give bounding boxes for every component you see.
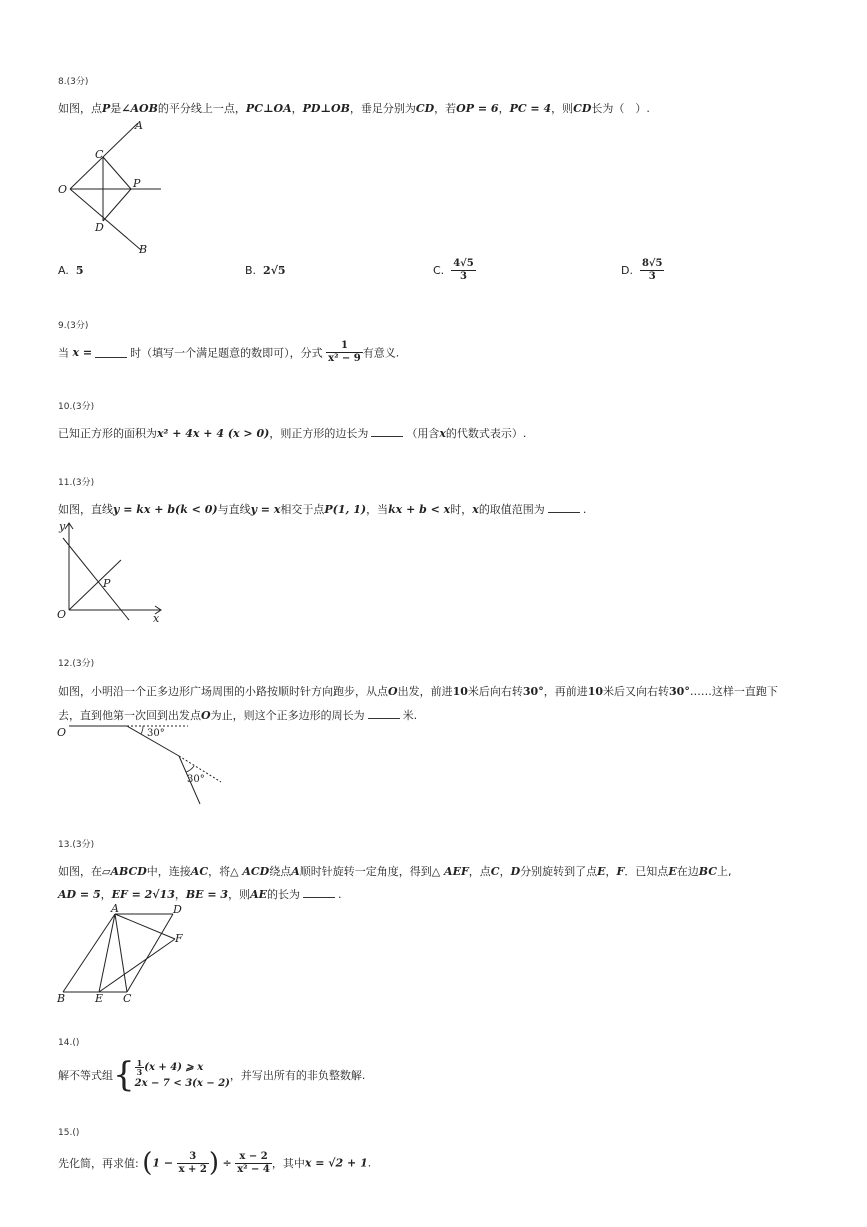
q11-label-x: x — [153, 612, 160, 625]
option-value: 5 — [75, 264, 84, 277]
q12-stem-line1 — [58, 683, 778, 699]
q10-score: (3分) — [72, 402, 95, 412]
q11-text: 与直线 — [217, 503, 251, 516]
q11-text: 如图，直线 — [58, 503, 113, 516]
q13-stem-line1 — [58, 863, 731, 879]
q13-text: ，点 — [468, 865, 491, 878]
q12-text: ……这样一直跑下 — [689, 685, 778, 698]
q13-text: ，则 — [228, 888, 251, 901]
q15-frac-num: x − 2 — [235, 1151, 272, 1164]
q11-math: y = kx + b(k < 0) — [113, 503, 218, 516]
q12-label-angle1: 30° — [147, 728, 165, 739]
q11-figure — [55, 518, 170, 628]
q13-math: EF = 2√13 — [111, 888, 175, 901]
q8-label-d: D — [95, 221, 104, 234]
q13-math: △ ACD — [230, 865, 270, 878]
q8-math: PD⊥OB — [302, 102, 350, 115]
q13-text: ， — [100, 888, 112, 901]
q11-text: 相交于点 — [280, 503, 325, 516]
q13-math: E — [668, 865, 677, 878]
q13-text: 顺时针旋转一定角度，得到 — [299, 865, 432, 878]
q8-text: ，则 — [551, 102, 574, 115]
q8-option-b[interactable] — [245, 264, 286, 277]
q8-label-c: C — [95, 148, 104, 161]
q15-number-text: 15. — [58, 1128, 73, 1138]
q11-math: P(1, 1) — [324, 503, 367, 516]
q11-answer-blank[interactable] — [548, 502, 580, 513]
q12-math: 30° — [669, 685, 690, 698]
q8-math: CD — [573, 102, 592, 115]
q14-score: () — [72, 1038, 80, 1048]
q13-text: 分别旋转到了点 — [520, 865, 598, 878]
q15-frac-den: x + 2 — [178, 1163, 207, 1175]
q13-score: (3分) — [72, 840, 95, 850]
q14-stem — [58, 1055, 366, 1095]
q13-math: AC — [190, 865, 209, 878]
q13-label-e: E — [95, 992, 104, 1005]
q9-text: 时（填写一个满足题意的数即可），分式 — [130, 346, 323, 360]
q8-text: ，垂足分别为 — [349, 102, 416, 115]
q15-number — [58, 1128, 79, 1138]
q15-frac-num: 3 — [177, 1151, 209, 1164]
q12-number-text: 12. — [58, 659, 73, 669]
q8-figure — [55, 118, 175, 258]
option-label: C. — [433, 264, 445, 277]
q11-label-o: O — [57, 608, 67, 621]
q13-figure — [55, 902, 195, 1008]
q15-text: ，其中 — [271, 1157, 305, 1170]
q14-text: ，并写出所有的非负整数解. — [229, 1069, 366, 1082]
q11-number-text: 11. — [58, 478, 73, 488]
q12-text: 如图，小明沿一个正多边形广场周围的小路按顺时针方向跑步，从点 — [58, 685, 388, 698]
q9-frac-num: 1 — [326, 340, 363, 353]
q8-option-d[interactable] — [621, 258, 664, 283]
option-frac-den: 3 — [648, 271, 656, 282]
q13-label-a: A — [111, 902, 119, 915]
q9-score: (3分) — [66, 321, 89, 331]
q13-number — [58, 837, 94, 850]
q13-math: F — [616, 865, 625, 878]
q13-text: ， — [499, 865, 511, 878]
q15-frac-den: x² − 4 — [237, 1163, 270, 1175]
q11-label-y: y — [59, 520, 66, 533]
q8-ray-oa — [70, 123, 138, 189]
q13-math: BC — [698, 865, 717, 878]
q14-number — [58, 1038, 79, 1048]
q12-math: O — [388, 685, 398, 698]
q13-text: ，将 — [208, 865, 231, 878]
q12-angle-arc-1 — [141, 726, 143, 734]
q8-ray-ob — [70, 189, 141, 250]
q12-math: 10 — [452, 685, 468, 698]
q10-stem — [58, 425, 526, 441]
q12-text: 米后又向右转 — [603, 685, 670, 698]
q12-text: 米后向右转 — [467, 685, 523, 698]
q14-text: 解不等式组 — [58, 1069, 113, 1082]
q13-segment-ac — [115, 914, 127, 992]
q13-math: C — [490, 865, 500, 878]
q12-number — [58, 656, 94, 669]
q13-text: ．已知点 — [624, 865, 669, 878]
q11-text: ，当 — [366, 503, 389, 516]
q13-math: BE = 3 — [185, 888, 229, 901]
q10-text: 已知正方形的面积为 — [58, 427, 157, 440]
option-frac-num: 4√5 — [453, 258, 474, 269]
q14-ineq1: (x + 4) ⩾ x — [144, 1061, 204, 1073]
q13-text: 绕点 — [269, 865, 292, 878]
q12-text: ，再前进 — [543, 685, 588, 698]
q12-figure — [55, 720, 230, 810]
q13-text: 在边 — [676, 865, 699, 878]
q13-math: A — [291, 865, 300, 878]
q13-label-d: D — [173, 903, 182, 916]
q13-number-text: 13. — [58, 840, 73, 850]
q15-math: x = √2 + 1 — [304, 1156, 368, 1170]
q13-text: 中，连接 — [146, 865, 191, 878]
q15-text: 先化简，再求值: — [58, 1157, 139, 1170]
q14-ineq2: 2x − 7 < 3(x − 2) — [134, 1077, 230, 1089]
q12-score: (3分) — [72, 659, 95, 669]
q9-frac-den: x² − 9 — [328, 353, 361, 364]
q9-text: 有意义. — [362, 346, 400, 360]
q10-number-text: 10. — [58, 402, 73, 412]
q9-number — [58, 318, 88, 331]
q8-text: ， — [291, 102, 303, 115]
q11-label-p: P — [103, 577, 111, 590]
q12-text: 去，直到他第一次回到出发点 — [58, 709, 201, 722]
q13-label-b: B — [57, 992, 66, 1005]
q12-math: 30° — [522, 685, 544, 698]
q8-label-o: O — [58, 183, 68, 196]
option-frac-den: 3 — [459, 271, 467, 282]
q10-text: ，则正方形的边长为 — [269, 427, 369, 440]
q11-number — [58, 475, 94, 488]
q12-label-o: O — [57, 726, 67, 739]
q11-text: 的取值范围为 — [478, 503, 545, 516]
q13-math: △ AEF — [431, 865, 469, 878]
q8-label-b: B — [139, 243, 148, 256]
q11-text: 时， — [450, 503, 473, 516]
q12-math: O — [201, 709, 211, 722]
q14-brace: { — [113, 1055, 135, 1095]
q12-angle-arc-2 — [186, 766, 194, 772]
q13-label-c: C — [123, 992, 132, 1005]
q8-math: P — [102, 102, 111, 115]
q15-paren-close: ) — [208, 1148, 219, 1178]
q15-stem — [58, 1148, 371, 1178]
q11-math: y = x — [250, 503, 281, 516]
q9-text: 当 — [58, 346, 69, 360]
q8-text: ，若 — [434, 102, 457, 115]
q14-frac-num: 1 — [136, 1057, 143, 1068]
q9-stem — [58, 340, 399, 365]
option-label: D. — [621, 264, 633, 277]
q13-segment-ef — [99, 939, 175, 992]
option-label: A. — [58, 264, 69, 277]
q12-text: 为止，则这个正多边形的周长为 — [210, 709, 365, 722]
q8-score: (3分) — [66, 77, 89, 87]
q14-number-text: 14. — [58, 1038, 73, 1048]
q12-label-angle2: 30° — [187, 774, 205, 785]
q11-score: (3分) — [72, 478, 95, 488]
q8-number — [58, 74, 88, 87]
q13-text: 如图，在 — [58, 865, 102, 878]
q10-math: x² + 4x + 4 (x > 0) — [157, 427, 270, 440]
q12-text: 出发，前进 — [397, 685, 453, 698]
q9-number-text: 9. — [58, 321, 67, 331]
q13-text: ， — [174, 888, 186, 901]
q14-system — [135, 1059, 230, 1092]
q10-number — [58, 399, 94, 412]
q13-text: 的长为 — [267, 888, 301, 901]
q8-math: OP = 6 — [456, 102, 499, 115]
q12-answer-blank[interactable] — [368, 708, 400, 719]
q8-math: PC = 4 — [509, 102, 552, 115]
q8-label-a: A — [135, 119, 143, 132]
q12-math: 10 — [587, 685, 604, 698]
q10-text: 的代数式表示）. — [445, 427, 527, 440]
q13-stem-line2 — [58, 886, 342, 902]
q11-text: . — [582, 503, 587, 516]
q8-text: 如图，点 — [58, 102, 102, 115]
q8-math: PC⊥OA — [245, 102, 292, 115]
q8-label-p: P — [133, 177, 141, 190]
q13-answer-blank[interactable] — [303, 887, 335, 898]
q11-math: x — [472, 503, 479, 516]
q13-text: 上, — [716, 865, 732, 878]
q11-line-y-eq-x — [69, 560, 121, 610]
q15-paren-open: ( — [142, 1148, 153, 1178]
option-frac-num: 8√5 — [641, 258, 663, 269]
q10-answer-blank[interactable] — [371, 426, 403, 437]
q13-math: E — [597, 865, 606, 878]
q11-line-kx-b — [63, 538, 129, 620]
q8-text: 长为（ ）. — [591, 102, 650, 115]
q13-math: AD = 5 — [58, 888, 101, 901]
q10-text: （用含 — [406, 427, 440, 440]
q13-math: AE — [250, 888, 268, 901]
q8-text: ， — [498, 102, 510, 115]
q8-math: ∠AOB — [121, 102, 158, 115]
q8-option-a[interactable] — [58, 264, 83, 277]
q13-math: ▱ABCD — [102, 865, 147, 878]
option-value: 2√5 — [263, 264, 286, 277]
q15-text: . — [367, 1156, 372, 1170]
q11-math: kx + b < x — [388, 503, 451, 516]
q8-line-dp — [103, 189, 131, 221]
option-label: B. — [245, 264, 257, 277]
q9-math: x = — [72, 346, 93, 359]
q8-math: CD — [415, 102, 435, 115]
q8-number-text: 8. — [58, 77, 67, 87]
q13-label-f: F — [175, 932, 183, 945]
q8-line-cp — [103, 157, 131, 189]
q13-text: . — [338, 888, 342, 901]
q11-stem — [58, 501, 586, 517]
q13-text: ， — [605, 865, 617, 878]
q8-stem — [58, 100, 650, 116]
q13-side-dc — [127, 914, 173, 992]
q9-answer-blank[interactable] — [95, 347, 127, 358]
q15-math: ÷ — [222, 1156, 232, 1170]
q8-text: 是 — [110, 102, 122, 115]
q10-math: x — [439, 427, 446, 440]
q15-math: 1 − — [152, 1156, 174, 1170]
q8-text: 的平分线上一点， — [157, 102, 246, 115]
q12-text: 米. — [402, 709, 418, 722]
q14-frac-den: 3 — [136, 1066, 143, 1077]
q13-math: D — [510, 865, 521, 878]
q8-option-c[interactable] — [433, 258, 476, 283]
q15-score: () — [72, 1128, 80, 1138]
